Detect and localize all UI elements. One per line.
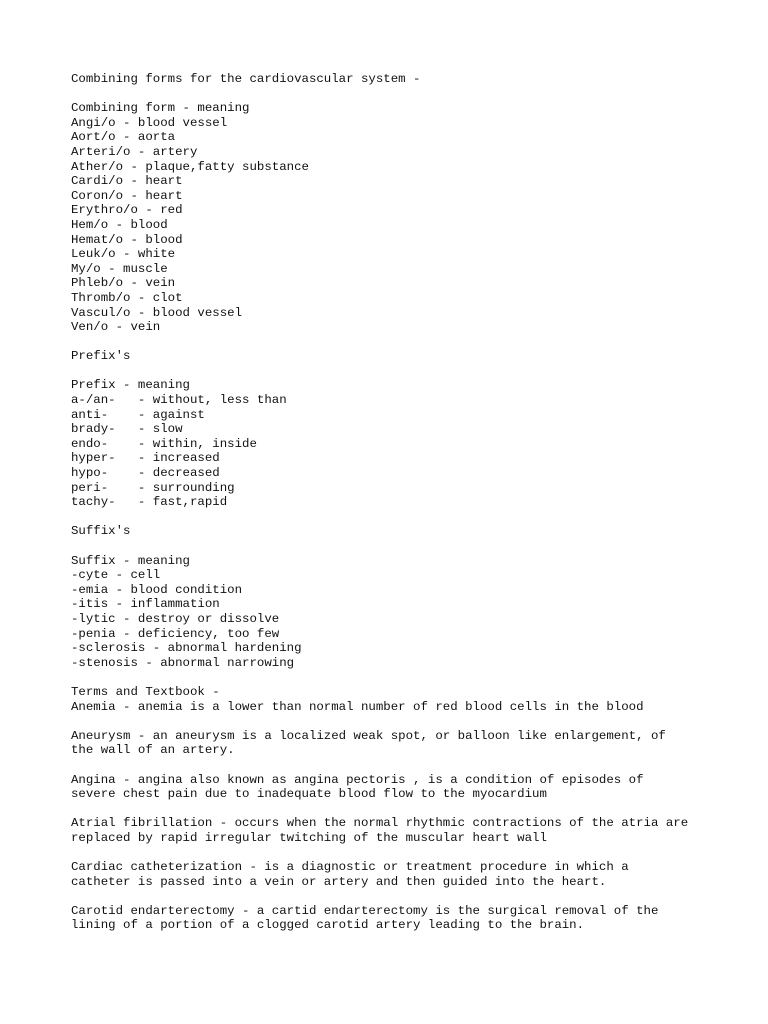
combining-form-item: Hemat/o - blood (71, 232, 183, 247)
combining-form-item: Ather/o - plaque,fatty substance (71, 159, 309, 174)
suffix-item: -penia - deficiency, too few (71, 626, 280, 641)
prefixes-header: Prefix - meaning (71, 378, 190, 393)
prefixes-section (71, 349, 751, 510)
suffix-item: -lytic - destroy or dissolve (71, 611, 280, 626)
term-atrial-fibrillation-line: Atrial fibrillation - occurs when the normal rhythmic contractions of the atria are (71, 816, 689, 831)
prefix-item: tachy- - fast,rapid (71, 495, 228, 510)
suffix-item: -emia - blood condition (71, 582, 243, 597)
combining-form-item: Vascul/o - blood vessel (71, 305, 243, 320)
prefix-item: hypo- - decreased (71, 466, 220, 481)
prefix-item: brady- - slow (71, 422, 183, 437)
term-anemia-line: Anemia - anemia is a lower than normal number of red blood cells in the blood (71, 699, 644, 714)
term-aneurysm-line: the wall of an artery. (71, 743, 235, 758)
terms-section (71, 685, 751, 933)
spacer (71, 714, 751, 729)
spacer (71, 539, 751, 554)
prefix-item: endo- - within, inside (71, 436, 257, 451)
term-aneurysm-line: Aneurysm - an aneurysm is a localized weak spot, or balloon like enlargement, of (71, 728, 666, 743)
spacer (71, 670, 751, 685)
suffix-item: -itis - inflammation (71, 597, 220, 612)
combining-form-item: Leuk/o - white (71, 247, 176, 262)
suffixes-header: Suffix - meaning (71, 553, 190, 568)
prefix-item: a-/an- - without, less than (71, 393, 287, 408)
term-atrial-fibrillation-line: replaced by rapid irregular twitching of the muscular heart wall (71, 830, 547, 845)
prefix-item: anti- - against (71, 407, 205, 422)
combining-form-item: Coron/o - heart (71, 188, 183, 203)
spacer (71, 364, 751, 379)
spacer (71, 889, 751, 904)
suffixes-heading: Suffix's (71, 524, 131, 539)
suffix-item: -cyte - cell (71, 568, 161, 583)
prefix-item: hyper- - increased (71, 451, 220, 466)
spacer (71, 87, 751, 102)
spacer (71, 510, 751, 525)
combining-form-item: Arteri/o - artery (71, 144, 198, 159)
suffixes-section (71, 524, 751, 670)
term-carotid-endarterectomy-line: Carotid endarterectomy - a cartid endarterectomy is the surgical removal of the (71, 903, 659, 918)
combining-forms-section (71, 101, 751, 335)
spacer (71, 335, 751, 350)
combining-form-item: Aort/o - aorta (71, 130, 176, 145)
term-angina-line: Angina - angina also known as angina pectoris , is a condition of episodes of (71, 772, 644, 787)
spacer (71, 758, 751, 773)
prefix-item: peri- - surrounding (71, 480, 235, 495)
term-cardiac-catheterization-line: Cardiac catheterization - is a diagnostic or treatment procedure in which a (71, 860, 629, 875)
combining-form-item: Ven/o - vein (71, 320, 161, 335)
combining-form-item: Phleb/o - vein (71, 276, 176, 291)
term-carotid-endarterectomy-line: lining of a portion of a clogged carotid artery leading to the brain. (71, 918, 585, 933)
combining-form-item: Erythro/o - red (71, 203, 183, 218)
combining-form-item: Thromb/o - clot (71, 290, 183, 305)
suffix-item: -stenosis - abnormal narrowing (71, 655, 295, 670)
combining-form-item: Hem/o - blood (71, 217, 168, 232)
term-angina-line: severe chest pain due to inadequate blood flow to the myocardium (71, 787, 547, 802)
suffix-item: -sclerosis - abnormal hardening (71, 641, 302, 656)
combining-form-item: Angi/o - blood vessel (71, 115, 228, 130)
combining-form-item: My/o - muscle (71, 261, 168, 276)
page-title: Combining forms for the cardiovascular system - (71, 72, 421, 86)
spacer (71, 845, 751, 860)
document-page (71, 72, 751, 933)
combining-form-item: Cardi/o - heart (71, 174, 183, 189)
prefixes-heading: Prefix's (71, 349, 131, 364)
spacer (71, 802, 751, 817)
term-cardiac-catheterization-line: catheter is passed into a vein or artery and then guided into the heart. (71, 874, 607, 889)
terms-heading: Terms and Textbook - (71, 684, 220, 699)
combining-forms-header: Combining form - meaning (71, 101, 250, 116)
